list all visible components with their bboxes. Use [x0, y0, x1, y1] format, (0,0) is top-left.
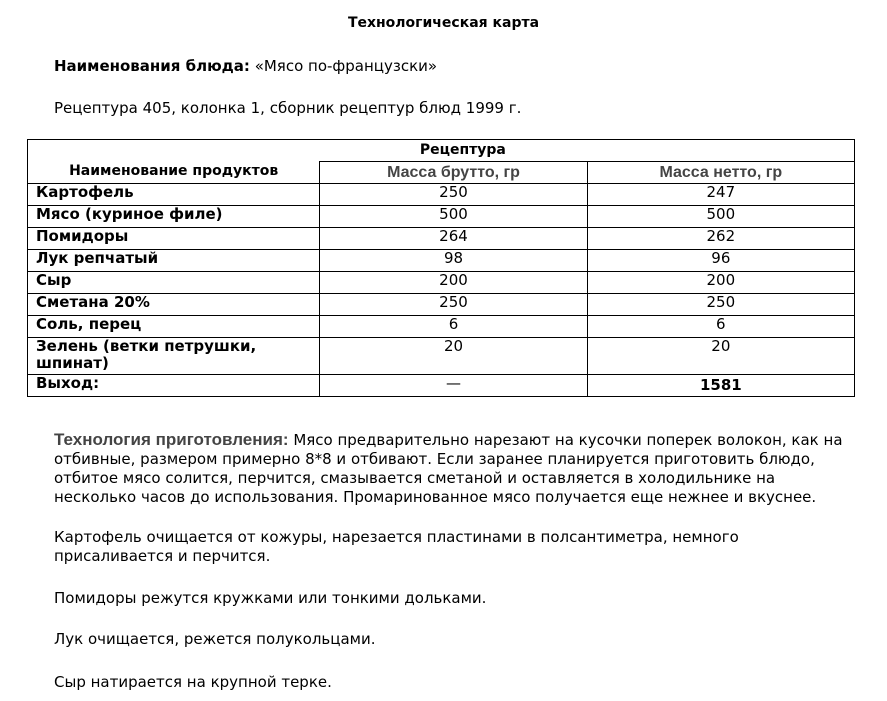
document-title: Технологическая карта [347, 15, 540, 31]
table-row [28, 227, 855, 249]
table-group-header-row [28, 140, 855, 162]
table-row [28, 293, 855, 315]
paragraph-tomato: Помидоры режутся кружками или тонкими дольками. [54, 589, 487, 607]
technology-label: Технология приготовления: [54, 430, 289, 449]
gross-mass: 98 [320, 249, 587, 271]
table-row [28, 183, 855, 205]
table-row [28, 271, 855, 293]
paragraph-potato: Картофель очищается от кожуры, нарезается пластинами в полсантиметра, немного присаливается и перчится. [54, 528, 739, 565]
net-mass: 500 [587, 205, 854, 227]
dish-value: «Мясо по-французски» [249, 57, 438, 75]
product-name: Сыр [28, 271, 320, 293]
net-mass: 250 [587, 293, 854, 315]
gross-mass: 264 [320, 227, 587, 249]
technology-section [54, 430, 844, 507]
gross-mass: 6 [320, 315, 587, 337]
net-mass: 262 [587, 227, 854, 249]
header-net-mass: Масса нетто, гр [587, 161, 854, 183]
gross-mass: 200 [320, 271, 587, 293]
technology-text: Мясо предварительно нарезают на кусочки поперек волокон, как на отбивные, размером примерно 8*8 и отбивают. Если заранее планируется приготовить блюдо, отбитое мясо солится, перчится, смазывается сметаной и оставляется в холодильнике на несколько часов до использования. Промаринованное мясо получается еще нежнее и вкуснее. [54, 431, 843, 506]
dish-line [54, 57, 437, 75]
total-net: 1581 [587, 374, 854, 396]
table-row [28, 249, 855, 271]
gross-mass: 250 [320, 293, 587, 315]
gross-mass: 20 [320, 337, 587, 374]
header-spacer [28, 140, 320, 162]
recipe-reference: Рецептура 405, колонка 1, сборник рецептур блюд 1999 г. [54, 99, 522, 117]
net-mass: 247 [587, 183, 854, 205]
table-header-row [28, 161, 855, 183]
net-mass: 200 [587, 271, 854, 293]
recipe-table [27, 139, 855, 397]
header-gross-mass: Масса брутто, гр [320, 161, 587, 183]
dish-label: Наименования блюда: [54, 57, 250, 75]
product-name: Лук репчатый [28, 249, 320, 271]
gross-mass: 500 [320, 205, 587, 227]
total-label: Выход: [28, 374, 320, 396]
paragraph-cheese: Сыр натирается на крупной терке. [54, 673, 332, 691]
recipe-group-header: Рецептура [320, 140, 855, 162]
net-mass: 6 [587, 315, 854, 337]
net-mass: 96 [587, 249, 854, 271]
table-total-row [28, 374, 855, 396]
product-name: Картофель [28, 183, 320, 205]
gross-mass: 250 [320, 183, 587, 205]
paragraph-onion: Лук очищается, режется полукольцами. [54, 630, 376, 648]
table-row [28, 337, 855, 374]
table-row [28, 315, 855, 337]
product-name: Зелень (ветки петрушки, шпинат) [28, 337, 320, 374]
product-name: Соль, перец [28, 315, 320, 337]
header-product-name: Наименование продуктов [28, 161, 320, 183]
product-name: Сметана 20% [28, 293, 320, 315]
net-mass: 20 [587, 337, 854, 374]
table-row [28, 205, 855, 227]
total-gross: — [320, 374, 587, 396]
product-name: Мясо (куриное филе) [28, 205, 320, 227]
product-name: Помидоры [28, 227, 320, 249]
